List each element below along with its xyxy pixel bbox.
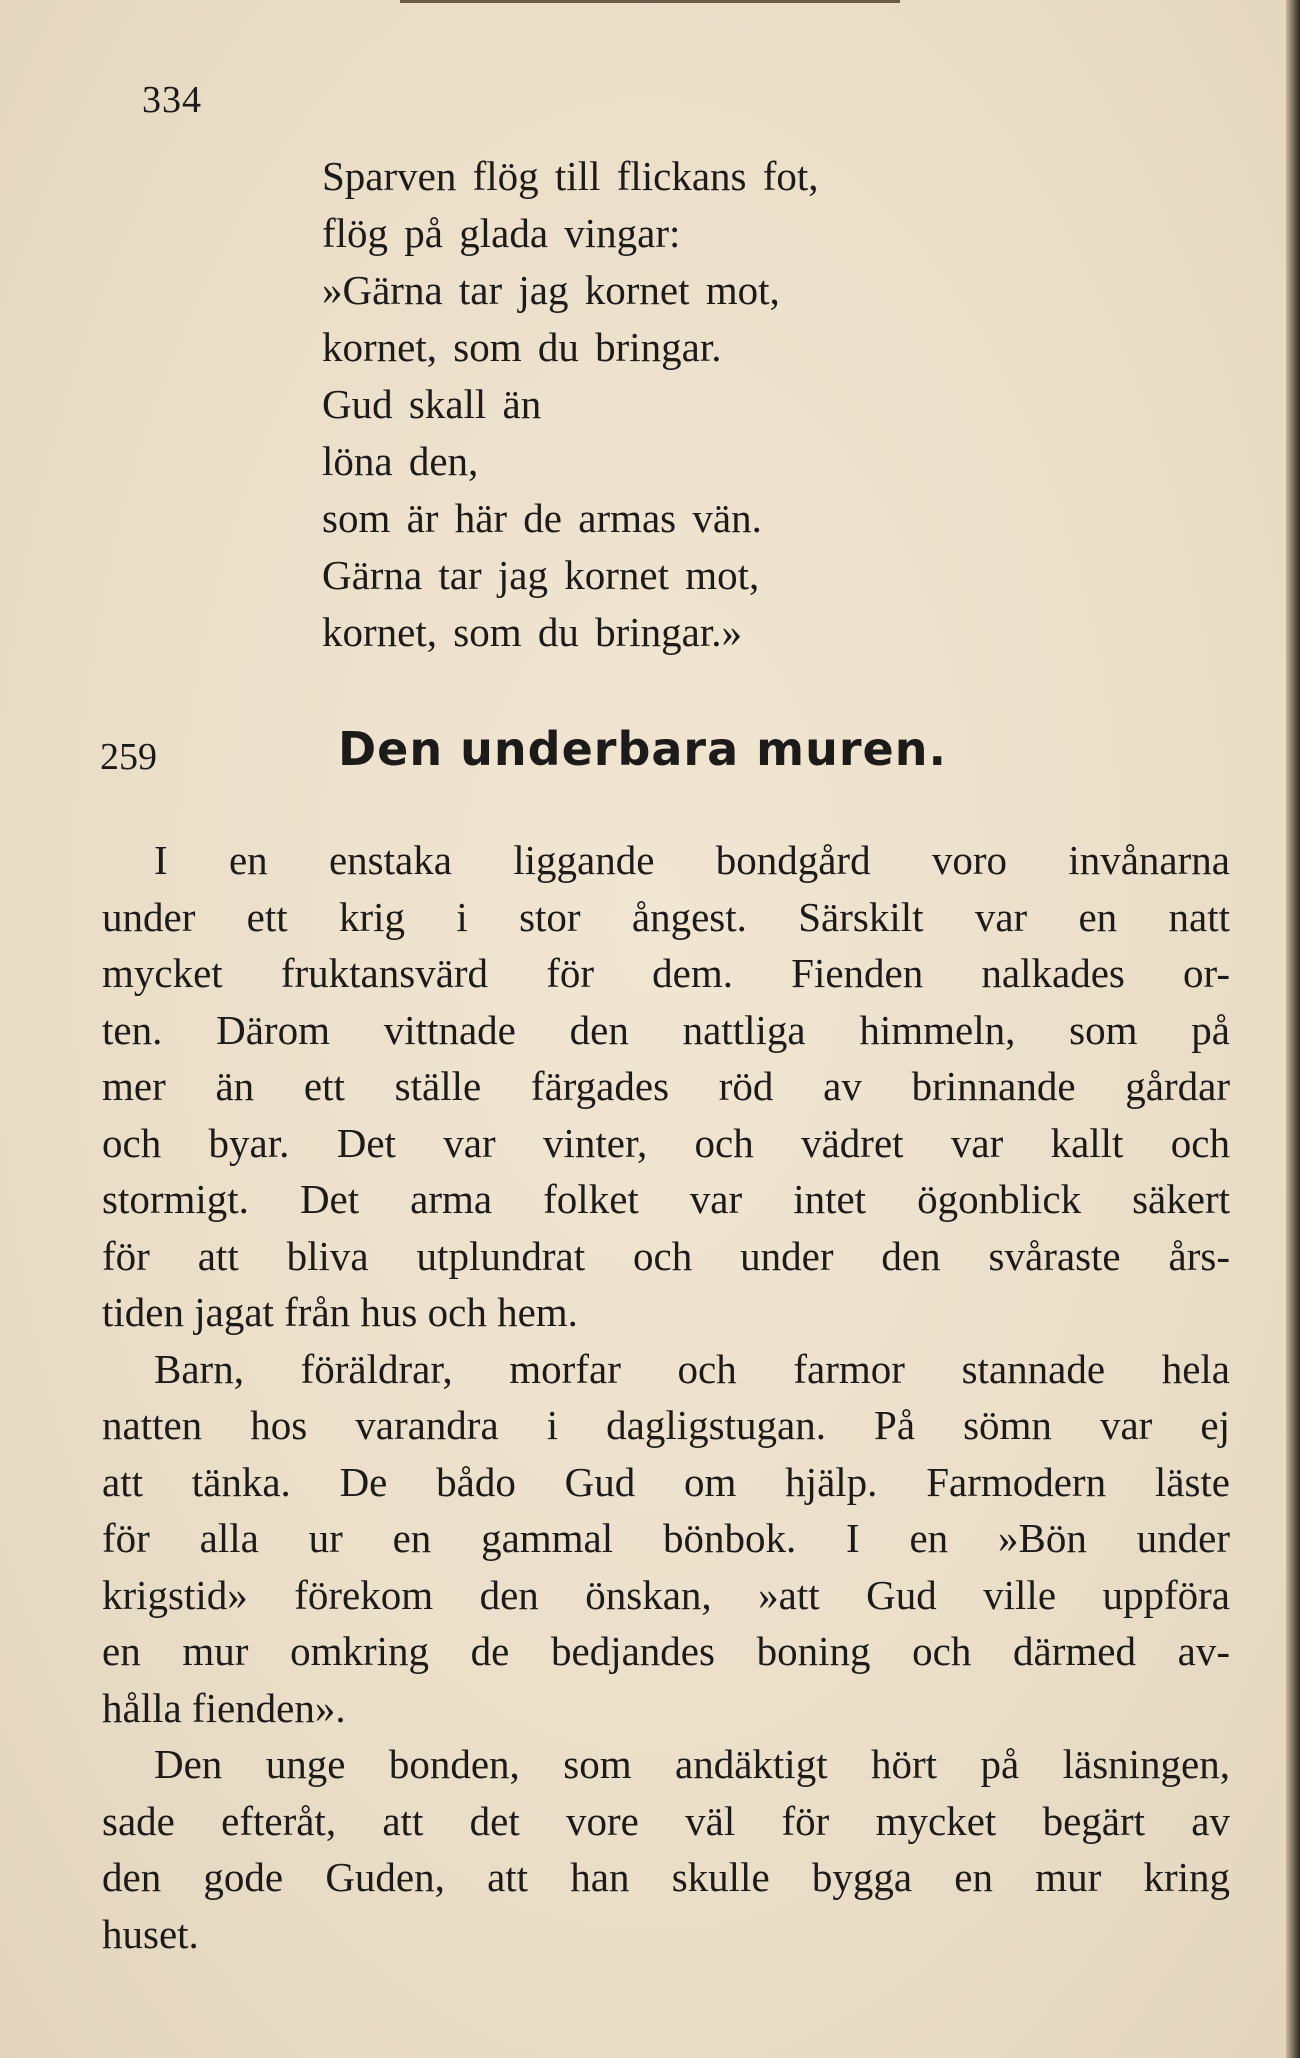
section-number: 259 — [100, 736, 157, 778]
body-line: I en enstaka liggande bondgård voro invånarna — [154, 837, 1230, 883]
body-line: huset. — [102, 1910, 199, 1957]
body-line: under ett krig i stor ångest. Särskilt var en natt — [102, 893, 1230, 940]
poem-line: Sparven flög till flickans fot, — [322, 153, 819, 199]
body-line: den gode Guden, att han skulle bygga en mur kring — [102, 1854, 1230, 1900]
story-body — [102, 832, 1230, 1962]
poem-stanza — [322, 148, 819, 661]
section-title: Den underbara muren. — [338, 722, 947, 776]
body-line: Den unge bonden, som andäktigt hört på läsningen, — [154, 1741, 1230, 1787]
body-line: att tänka. De bådo Gud om hjälp. Farmodern läste — [102, 1458, 1230, 1505]
poem-line: löna den, — [322, 438, 479, 484]
body-line: för alla ur en gammal bönbok. I en »Bön under — [102, 1515, 1230, 1561]
poem-line: Gud skall än — [322, 381, 542, 427]
body-line: en mur omkring de bedjandes boning och därmed av- — [102, 1628, 1230, 1674]
body-line: och byar. Det var vinter, och vädret var kallt och — [102, 1119, 1230, 1166]
body-line: stormigt. Det arma folket var intet ögonblick säkert — [102, 1176, 1230, 1222]
page-number: 334 — [142, 79, 202, 121]
body-line: Barn, föräldrar, morfar och farmor stannade hela — [154, 1345, 1230, 1392]
body-line: natten hos varandra i dagligstugan. På sömn var ej — [102, 1402, 1230, 1448]
poem-line: Gärna tar jag kornet mot, — [322, 552, 760, 598]
body-line: hålla fienden». — [102, 1684, 346, 1731]
poem-line: flög på glada vingar: — [322, 210, 681, 256]
body-line: krigstid» förekom den önskan, »att Gud ville uppföra — [102, 1571, 1230, 1618]
poem-line: som är här de armas vän. — [322, 495, 762, 541]
body-line: sade efteråt, att det vore väl för mycket begärt av — [102, 1797, 1230, 1844]
page-top-edge — [400, 0, 900, 3]
poem-line: kornet, som du bringar.» — [322, 609, 742, 655]
body-line: mer än ett ställe färgades röd av brinnande gårdar — [102, 1063, 1230, 1109]
body-line: ten. Därom vittnade den nattliga himmeln, som på — [102, 1006, 1230, 1053]
poem-line: kornet, som du bringar. — [322, 324, 722, 370]
poem-line: »Gärna tar jag kornet mot, — [322, 267, 780, 313]
body-line: mycket fruktansvärd för dem. Fienden nalkades or- — [102, 950, 1230, 996]
page-right-edge — [1286, 0, 1300, 2058]
body-line: för att bliva utplundrat och under den svåraste års- — [102, 1232, 1230, 1279]
body-line: tiden jagat från hus och hem. — [102, 1289, 578, 1335]
